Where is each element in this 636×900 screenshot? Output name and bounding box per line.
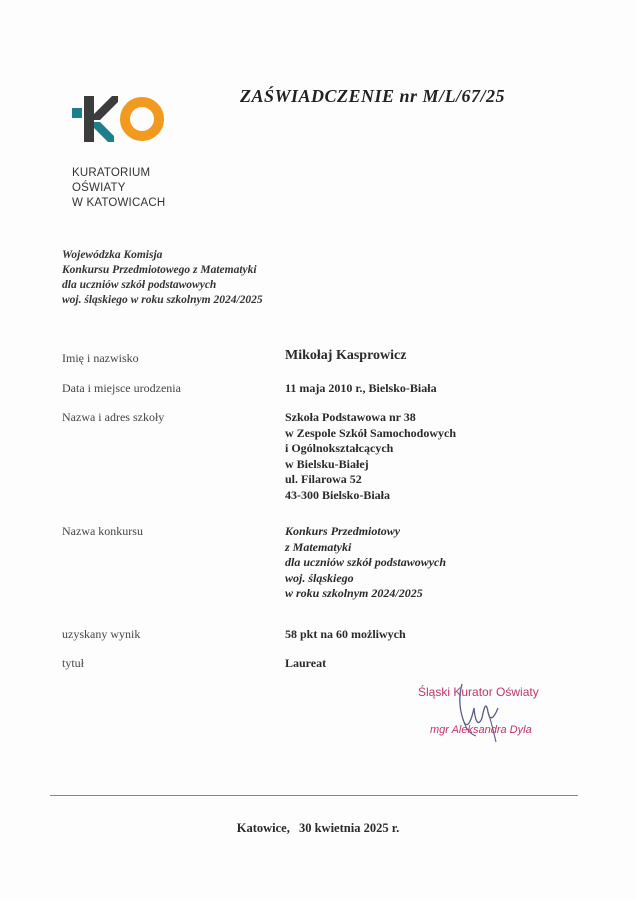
logo-line: W KATOWICACH [72,197,166,209]
logo-line: OŚWIATY [72,182,126,194]
commission-line: Konkursu Przedmiotowego z Matematyki [62,264,257,276]
school-line: 43-300 Bielsko-Biała [285,487,391,502]
footer-place-date [0,821,636,836]
footer-place: Katowice, [236,821,290,835]
commission-line: Wojewódzka Komisja [62,249,163,261]
contest-line: w roku szkolnym 2024/2025 [285,586,423,600]
field-label: tytuł [62,656,85,670]
title-value: Laureat [285,656,327,670]
field-label: Nazwa konkursu [62,524,143,538]
school-line: w Bielsku-Białej [285,456,369,471]
contest-line: dla uczniów szkół podstawowych [285,555,447,569]
result-value: 58 pkt na 60 możliwych [285,627,406,641]
signature-name: mgr Aleksandra Dyla [430,724,532,736]
field-label: Nazwa i adres szkoły [62,410,165,424]
commission-line: dla uczniów szkół podstawowych [62,279,217,291]
logo-line: KURATORIUM [72,167,151,179]
school-value [285,410,456,503]
contest-line: Konkurs Przedmiotowy [285,524,401,538]
footer-divider [50,795,578,796]
kuratorium-logo-icon [72,96,182,156]
signature-title: Śląski Kurator Oświaty [418,685,539,699]
contest-value [285,524,446,602]
school-line: ul. Filarowa 52 [285,472,362,486]
contest-line: woj. śląskiego [285,570,354,585]
school-line: Szkoła Podstawowa nr 38 [285,410,416,424]
school-line: w Zespole Szkół Samochodowych [285,425,457,440]
commission-line: woj. śląskiego w roku szkolnym 2024/2025 [62,294,263,306]
field-label: Data i miejsce urodzenia [62,381,181,395]
field-label: Imię i nazwisko [62,351,139,365]
certificate-title: ZAŚWIADCZENIE nr M/L/67/25 [240,86,506,106]
contest-line: z Matematyki [285,539,352,554]
commission-block [62,248,263,308]
footer-date: 30 kwietnia 2025 r. [298,821,400,835]
logo-caption [72,166,165,211]
birth-value: 11 maja 2010 r., Bielsko-Biała [285,381,437,395]
field-label: uzyskany wynik [62,627,141,641]
student-name: Mikołaj Kasprowicz [285,348,407,363]
school-line: i Ogólnokształcących [285,441,394,455]
